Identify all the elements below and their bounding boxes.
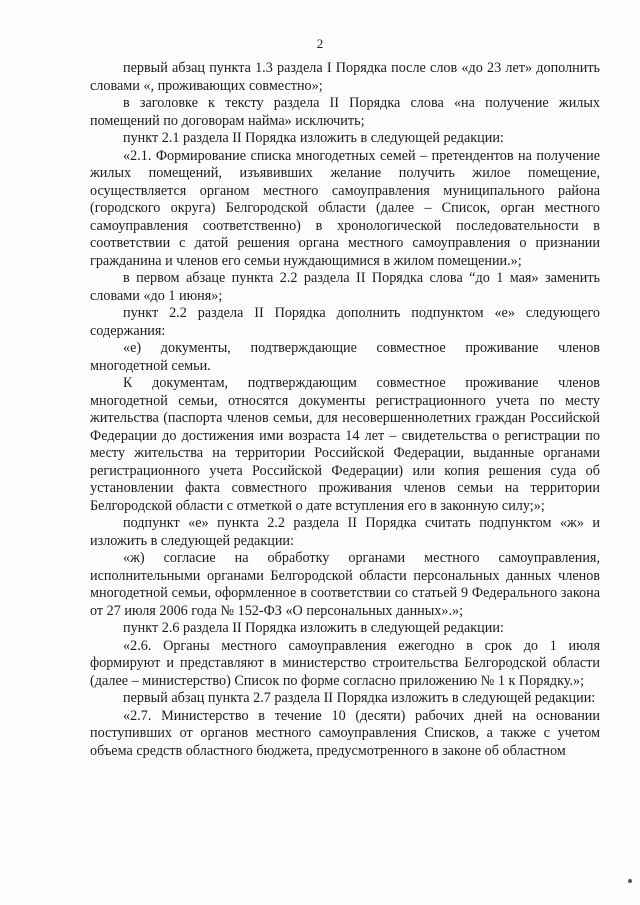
paragraph-1: первый абзац пункта 1.3 раздела I Порядка после слов «до 23 лет» дополнить словами «, проживающих совместно»; bbox=[90, 60, 600, 94]
paragraph-14: «2.7. Министерство в течение 10 (десяти) рабочих дней на основании поступивших от органов местного самоуправления Списков, а также с учетом объема средств областного бюджета, предусмотренного в законе об областном bbox=[90, 707, 600, 759]
paragraph-5: в первом абзаце пункта 2.2 раздела II Порядка слова “до 1 мая» заменить словами «до 1 июня»; bbox=[90, 270, 600, 304]
paragraph-7: «е) документы, подтверждающие совместное проживание членов многодетной семьи. bbox=[90, 340, 600, 374]
paragraph-6: пункт 2.2 раздела II Порядка дополнить подпунктом «е» следующего содержания: bbox=[90, 305, 600, 339]
scan-artifact-dot bbox=[628, 879, 632, 883]
paragraph-4: «2.1. Формирование списка многодетных семей – претендентов на получение жилых помещений, изъявивших желание получить жилое помещение, осуществляется органом местного самоуправления муниципального района (городского округа) Белгородской области (далее – Список, орган местного самоуправления соответственно) в хронологической последовательности в соответствии с датой решения органа местного самоуправления о признании гражданина и членов его семьи нуждающимися в жилом помещении.»; bbox=[90, 147, 600, 269]
paragraph-12: «2.6. Органы местного самоуправления ежегодно в срок до 1 июля формируют и представляют в министерство строительства Белгородской области (далее – министерство) Список по форме согласно приложению № 1 к Порядку.»; bbox=[90, 637, 600, 689]
paragraph-10: «ж) согласие на обработку органами местного самоуправления, исполнительными органами Белгородской области персональных данных членов многодетной семьи, оформленное в соответствии со статьей 9 Федерального закона от 27 июля 2006 года № 152-ФЗ «О персональных данных».»; bbox=[90, 550, 600, 619]
document-body bbox=[90, 60, 600, 760]
paragraph-11: пункт 2.6 раздела II Порядка изложить в следующей редакции: bbox=[123, 620, 504, 636]
paragraph-8: К документам, подтверждающим совместное проживание членов многодетной семьи, относятся документы регистрационного учета по месту жительства (паспорта членов семьи, для несовершеннолетних граждан Российской Федерации до достижения ими возраста 14 лет – свидетельства о регистрации по месту жительства на территории Российской Федерации, выданные органами регистрационного учета Российской Федерации) или копия решения суда об установлении факта совместного проживания членов семьи на территории Белгородской области с отметкой о дате вступления его в законную силу;»; bbox=[90, 375, 600, 514]
paragraph-13: первый абзац пункта 2.7 раздела II Порядка изложить в следующей редакции: bbox=[123, 690, 596, 706]
paragraph-2: в заголовке к тексту раздела II Порядка слова «на получение жилых помещений по договорам найма» исключить; bbox=[90, 95, 600, 129]
paragraph-3: пункт 2.1 раздела II Порядка изложить в следующей редакции: bbox=[123, 130, 504, 146]
page-number: 2 bbox=[316, 36, 324, 51]
paragraph-9: подпункт «е» пункта 2.2 раздела II Порядка считать подпунктом «ж» и изложить в следующей редакции: bbox=[90, 515, 600, 549]
